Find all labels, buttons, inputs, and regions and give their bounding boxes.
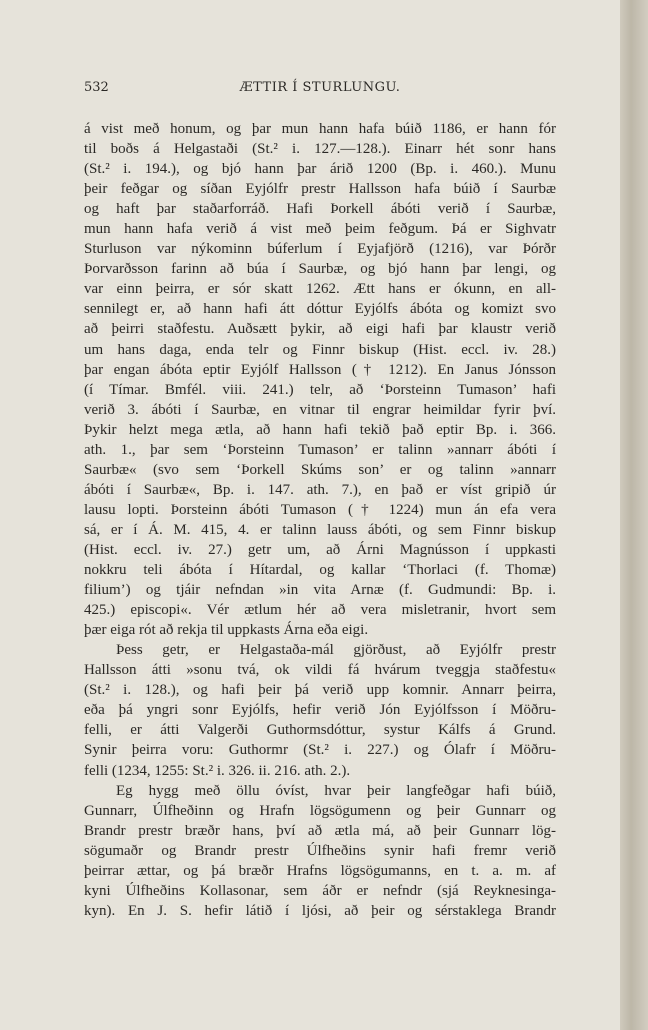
text-line: þar engan ábóta eptir Eyjólf Hallsson († 1212). En Janus Jónsson [84,361,556,378]
text-line: sá, er í Á. M. 415, 4. er talinn lauss ábóti, og sem Finnr biskup [84,521,556,538]
text-line: Þess getr, er Helgastaða-mál gjörðust, að Eyjólfr prestr [116,642,556,659]
running-title: ÆTTIR Í STURLUNGU. [239,80,401,95]
text-line: og haft þar staðarforráð. Hafi Þorkell ábóti verið í Saurbæ, [84,201,556,218]
text-line: lausu lopti. Þorsteinn ábóti Tumason († 1224) mun án efa vera [84,501,556,518]
text-line: Hallsson átti »sonu tvá, ok vildi fá hvárum tveggja staðfestu« [84,662,556,679]
text-line: Eg hygg með öllu óvíst, hvar þeir langfeðgar hafi búið, [116,782,556,799]
text-line: að þeirri staðfestu. Auðsætt þykir, að eigi hafi þar klaustr verið [84,321,556,338]
text-line: þeir feðgar og síðan Eyjólfr prestr Hallsson hafa búið í Saurbæ [84,181,556,198]
text-line: Synir þeirra voru: Guthormr (St.² i. 227.) og Ólafr í Möðru- [84,742,556,759]
text-line: sögumaðr og Brandr prestr Úlfheðins synir hafi fremr verið [84,842,556,859]
page-edge [620,0,648,1030]
text-line: Saurbæ« (svo sem ‘Þorkell Skúms son’ er og talinn »annarr [84,461,556,478]
text-line: Sturluson var nýkominn búferlum í Eyjafjörð (1216), var Þórðr [84,241,556,258]
text-line: kyn). En J. S. hefir látið í ljósi, að þeir og sérstaklega Brandr [84,902,556,919]
text-line: þær eiga rót að rekja til uppkasts Árna eða eigi. [84,622,369,639]
text-line: kyni Úlfheðins Kollasonar, sem áðr er nefndr (sjá Reyknesinga- [84,882,556,899]
page-number: 532 [84,80,109,95]
text-line: (St.² i. 194.), og bjó hann þar árið 1200 (Bp. i. 460.). Munu [84,161,556,178]
text-line: ath. 1., þar sem ‘Þorsteinn Tumason’ er talinn »annarr ábóti í [84,441,556,458]
text-line: mun hann hafa verið á vist með þeim feðgum. Þá er Sighvatr [84,221,556,238]
text-line: (í Tímar. Bmfél. viii. 241.) telr, að ‘Þorsteinn Tumason’ hafi [84,381,556,398]
text-line: um hans daga, enda telr og Finnr biskup (Hist. eccl. iv. 28.) [84,341,556,358]
text-line: felli (1234, 1255: St.² i. 326. ii. 216. ath. 2.). [84,762,351,779]
text-line: ábóti í Saurbæ«, Bp. i. 147. ath. 7.), en það er víst gripið úr [84,481,556,498]
text-line: Gunnarr, Úlfheðinn og Hrafn lögsögumenn og þeir Gunnarr og [84,802,556,819]
text-line: (St.² i. 128.), og hafi þeir þá verið upp komnir. Annarr þeirra, [84,682,556,699]
text-line: (Hist. eccl. iv. 27.) getr um, að Árni Magnússon í uppkasti [84,541,556,558]
text-line: verið 3. ábóti í Saurbæ, en vitnar til engrar heimildar fyrir því. [84,401,556,418]
text-line: á vist með honum, og þar mun hann hafa búið 1186, er hann fór [84,121,556,137]
text-line: þeirrar ættar, og þá bræðr Hrafns lögsögumanns, en t. a. m. af [84,862,556,879]
text-line: Þorvarðsson farinn að búa í Saurbæ, og bjó hann þar lengi, og [84,261,556,278]
text-line: felli, er átti Valgerði Guthormsdóttur, systur Kálfs á Grund. [84,722,556,739]
text-line: 425.) episcopi«. Vér ætlum hér að vera misletranir, hvort sem [84,602,556,619]
page-header [84,80,556,100]
text-line: Þykir helzt mega ætla, að hann hafi tekið það eptir Bp. i. 366. [84,421,556,438]
text-line: til boðs á Helgastaði (St.² i. 127.—128.). Einarr hét sonr hans [84,141,556,158]
text-line: nokkru teli ábóta í Hítardal, og kallar ‘Thorlaci (f. Thomæ) [84,562,556,579]
text-line: sennilegt er, að hann hafi átt dóttur Eyjólfs ábóta og komizt svo [84,301,556,318]
body-text [84,119,556,921]
text-line: eða þá yngri sonr Eyjólfs, hefir verið Jón Eyjólfsson í Möðru- [84,702,556,719]
text-line: filium’) og tjáir nefndan »in vita Arnæ (f. Gudmundi: Bp. i. [84,582,556,599]
text-line: Brandr prestr bræðr hans, því að ætla má, að þeir Gunnarr lög- [84,822,556,839]
text-line: var einn þeirra, er sór skatt 1262. Ætt hans er ókunn, en all- [84,281,556,298]
